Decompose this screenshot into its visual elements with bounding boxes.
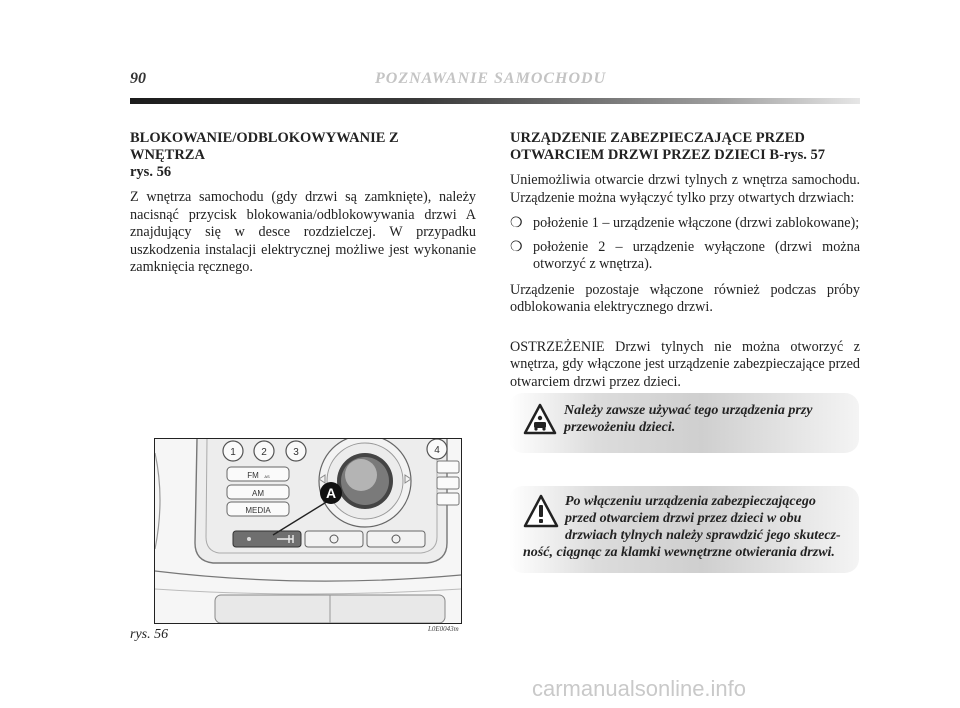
child-seat-warning-icon	[523, 403, 557, 435]
list-item-text: położenie 2 – urządzenie wyłączone (drzwi można otworzyć z wnętrza).	[533, 238, 860, 272]
note-text	[523, 493, 851, 561]
source-label: MEDIA	[245, 506, 271, 515]
note-line: przed otwarciem drzwi przez dzieci w obu	[565, 511, 802, 526]
page-number: 90	[130, 70, 146, 87]
left-heading	[130, 130, 476, 181]
list-item-text: położenie 1 – urządzenie włączone (drzwi zablokowane);	[533, 215, 860, 231]
preset-label: 1	[230, 447, 236, 458]
right-column	[510, 130, 860, 399]
list-item	[510, 215, 860, 233]
header-rule	[130, 98, 860, 104]
note-line: drzwiach tylnych należy sprawdzić jego skutecz-	[565, 528, 841, 543]
preset-label: 3	[293, 447, 299, 458]
right-heading-line2: OTWARCIEM DRZWI PRZEZ DZIECI B-rys. 57	[510, 147, 826, 163]
dashboard-illustration	[155, 439, 461, 623]
source-label: AM	[252, 489, 264, 498]
note-box-check	[509, 486, 859, 573]
list-item	[510, 239, 860, 274]
right-after-list: Urządzenie pozostaje włączone również podczas próby odblokowania elektrycznego drzwi.	[510, 281, 860, 315]
position-list	[510, 215, 860, 274]
preset-label: 4	[434, 445, 440, 456]
left-paragraph: Z wnętrza samochodu (gdy drzwi są zamknięte), należy nacisnąć przycisk blokowania/odblokowywania drzwi A znajdujący się w desce rozdzielczej. W przypadku uszkodzenia instalacji elektrycznej możliwe jest wykonanie zamknięcia ręcznego.	[130, 189, 476, 275]
figure-caption: rys. 56	[130, 627, 169, 642]
preset-label: 2	[261, 447, 267, 458]
figure-code: L0E0043m	[428, 625, 459, 633]
source-label: FM	[247, 471, 259, 480]
figure-dashboard	[154, 438, 462, 624]
right-heading	[510, 130, 860, 164]
bullet-circle-icon: ❍	[510, 215, 523, 231]
bullet-circle-icon: ❍	[510, 238, 523, 255]
source-label: AS	[264, 474, 270, 479]
note-box-child	[509, 393, 859, 453]
note-text: Należy zawsze używać tego urządzenia przy przewożeniu dzieci.	[564, 403, 813, 435]
left-heading-line1: BLOKOWANIE/ODBLOKOWYWANIE Z WNĘTRZA	[130, 130, 399, 163]
warning-paragraph: OSTRZEŻENIE Drzwi tylnych nie można otworzyć z wnętrza, gdy włączone jest urządzenie zabezpieczające przed otwarciem drzwi przez dzieci.	[510, 338, 860, 390]
note-line: Po włączeniu urządzenia zabezpieczającego	[565, 494, 816, 509]
running-title: POZNAWANIE SAMOCHODU	[375, 70, 607, 87]
right-intro: Uniemożliwia otwarcie drzwi tylnych z wnętrza samochodu. Urządzenie można wyłączyć tylko przy otwartych drzwiach:	[510, 172, 860, 206]
left-heading-line2: rys. 56	[130, 164, 172, 180]
note-line: ność, ciągnąc za klamki wewnętrzne otwierania drzwi.	[523, 545, 835, 560]
left-column	[130, 130, 476, 285]
callout-a-label: A	[325, 485, 337, 501]
right-heading-line1: URZĄDZENIE ZABEZPIECZAJĄCE PRZED	[510, 130, 805, 146]
watermark: carmanualsonline.info	[532, 676, 747, 701]
